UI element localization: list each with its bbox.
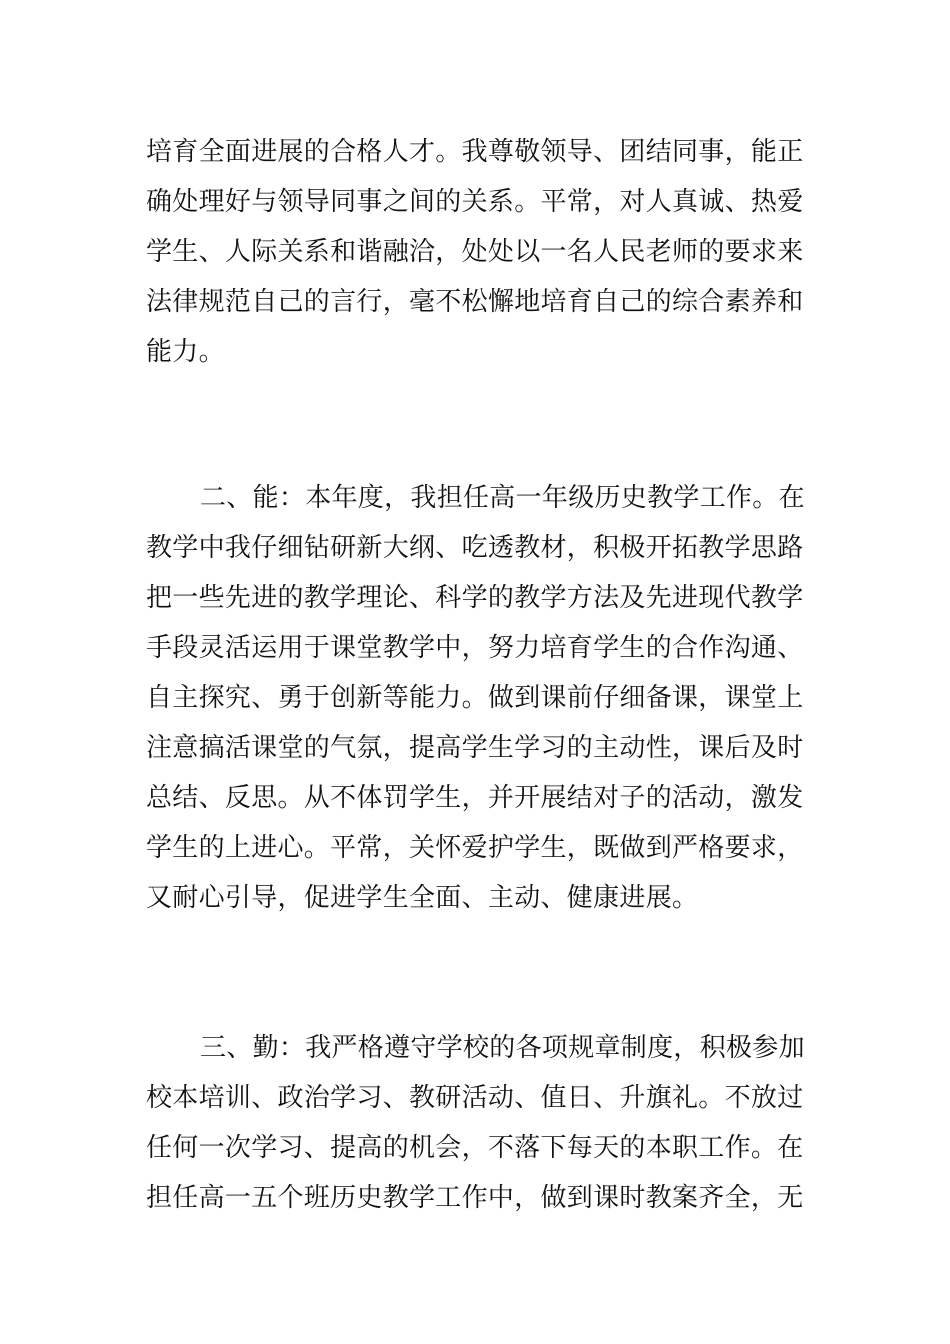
text-line: 学生、人际关系和谐融洽，处处以一名人民老师的要求来 (146, 237, 804, 267)
text-line: 手段灵活运用于课堂教学中，努力培育学生的合作沟通、 (146, 633, 804, 663)
text-line: 校本培训、政治学习、教研活动、值日、升旗礼。不放过 (146, 1083, 804, 1113)
text-line: 确处理好与领导同事之间的关系。平常，对人真诚、热爱 (146, 187, 804, 217)
text-line: 学生的上进心。平常，关怀爱护学生，既做到严格要求， (146, 833, 804, 863)
text-line: 培育全面进展的合格人才。我尊敬领导、团结同事，能正 (146, 137, 804, 167)
text-line: 教学中我仔细钻研新大纲、吃透教材，积极开拓教学思路 (146, 533, 804, 563)
text-line: 三、勤：我严格遵守学校的各项规章制度，积极参加 (200, 1033, 805, 1063)
text-line: 担任高一五个班历史教学工作中，做到课时教案齐全，无 (146, 1183, 804, 1213)
text-line: 法律规范自己的言行，毫不松懈地培育自己的综合素养和 (146, 287, 804, 317)
text-line: 二、能：本年度，我担任高一年级历史教学工作。在 (200, 483, 805, 513)
text-line: 把一些先进的教学理论、科学的教学方法及先进现代教学 (146, 583, 804, 613)
text-line: 能力。 (146, 337, 225, 367)
text-line: 总结、反思。从不体罚学生，并开展结对子的活动，激发 (146, 783, 804, 813)
text-line: 注意搞活课堂的气氛，提高学生学习的主动性，课后及时 (146, 733, 804, 763)
text-line: 自主探究、勇于创新等能力。做到课前仔细备课，课堂上 (146, 683, 804, 713)
text-line: 又耐心引导，促进学生全面、主动、健康进展。 (146, 883, 699, 913)
text-line: 任何一次学习、提高的机会，不落下每天的本职工作。在 (146, 1133, 804, 1163)
